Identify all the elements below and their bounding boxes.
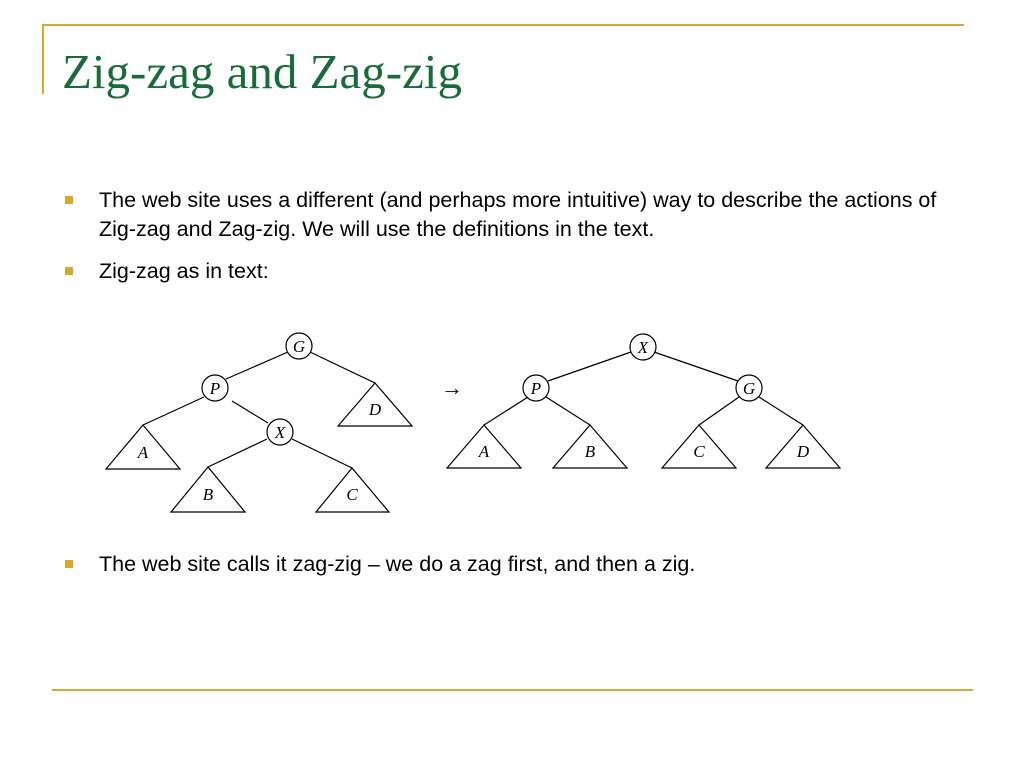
- tree-edge: [699, 397, 739, 425]
- tree-edge: [226, 352, 288, 379]
- subtree-label: B: [584, 442, 596, 461]
- bullet-marker-icon: [65, 560, 73, 568]
- bullet-marker-icon: [65, 196, 73, 204]
- tree-edge: [292, 439, 352, 468]
- slide-title: Zig-zag and Zag-zig: [62, 44, 462, 99]
- tree-node-label: P: [530, 379, 542, 398]
- tree-edge: [310, 352, 375, 383]
- subtree-label: C: [693, 442, 705, 461]
- tree-node-label: G: [292, 337, 306, 356]
- tree-edge: [484, 397, 528, 425]
- tree-node-label: G: [742, 379, 756, 398]
- subtree-label: D: [368, 400, 382, 419]
- subtree-label: B: [202, 485, 214, 504]
- tree-edge: [232, 401, 268, 423]
- bullet-text: Zig-zag as in text:: [99, 259, 269, 283]
- frame-top-line: [42, 24, 964, 26]
- tree-edge: [546, 397, 590, 425]
- subtree-label: C: [346, 485, 358, 504]
- tree-edge: [548, 352, 631, 381]
- bullet-item: [62, 257, 962, 286]
- tree-node-label: X: [274, 423, 286, 442]
- bullet-item: [62, 550, 962, 579]
- tree-edge: [654, 352, 738, 381]
- bullet-text: The web site uses a different (and perhaps more intuitive) way to describe the actions of Zig-zag and Zag-zig. We will use the definitions in the text.: [99, 188, 937, 241]
- subtree-label: A: [478, 442, 490, 461]
- bullet-item: [62, 186, 962, 244]
- tree-edge: [208, 439, 267, 467]
- tree-node-label: P: [209, 379, 221, 398]
- zig-zag-tree-diagram: [100, 325, 860, 525]
- bullet-text: The web site calls it zag-zig – we do a zag first, and then a zig.: [99, 552, 696, 576]
- frame-left-line: [42, 24, 44, 94]
- subtree-label: D: [796, 442, 810, 461]
- tree-node-label: X: [637, 338, 649, 357]
- frame-bottom-line: [52, 689, 973, 691]
- tree-edge: [143, 397, 204, 425]
- transform-arrow-icon: →: [441, 375, 463, 400]
- tree-edge: [759, 397, 803, 425]
- bullet-marker-icon: [65, 267, 73, 275]
- subtree-label: A: [137, 443, 149, 462]
